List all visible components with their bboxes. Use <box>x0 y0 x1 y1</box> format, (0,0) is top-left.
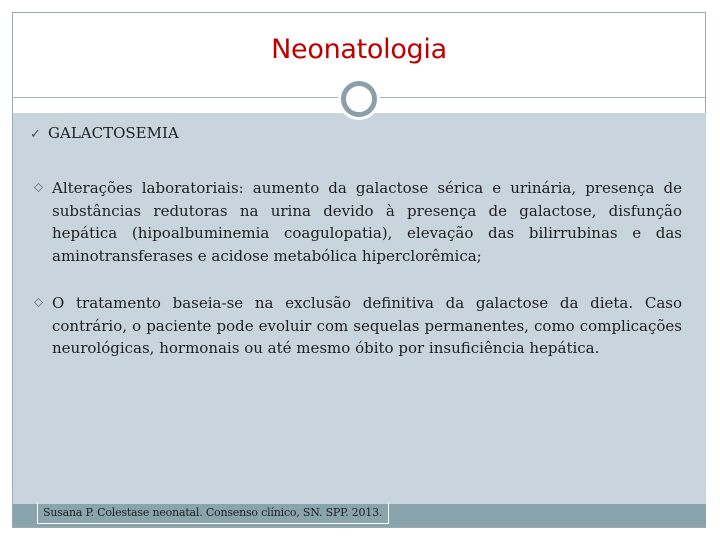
bullet-text: Alterações laboratoriais: aumento da galactose sérica e urinária, presença de substâncias redutoras na urina devido à presença de galactose, disfunção hepática (hipoalbuminemia coagulopatia), elevação das bilirrubinas e das aminotransferases e acidose metabólica hiperclorêmica; <box>52 179 682 265</box>
bullet-text: O tratamento baseia-se na exclusão definitiva da galactose da dieta. Caso contrário, o paciente pode evoluir com sequelas permanentes, como complicações neurológicas, hormonais ou até mesmo óbito por insuficiência hepática. <box>52 294 682 357</box>
bullet-icon: ⬦ <box>34 180 44 195</box>
citation: Susana P. Colestase neonatal. Consenso clínico, SN. SPP. 2013. <box>43 506 383 519</box>
bullet-item <box>34 292 682 360</box>
bullet-item <box>34 177 682 267</box>
bullet-icon: ⬦ <box>34 295 44 310</box>
decorative-circle-icon <box>338 78 380 120</box>
slide-title: Neonatologia <box>271 34 447 65</box>
section-heading <box>30 124 179 142</box>
checkmark-icon: ✓ <box>30 127 41 142</box>
section-heading-text: GALACTOSEMIA <box>48 124 179 142</box>
